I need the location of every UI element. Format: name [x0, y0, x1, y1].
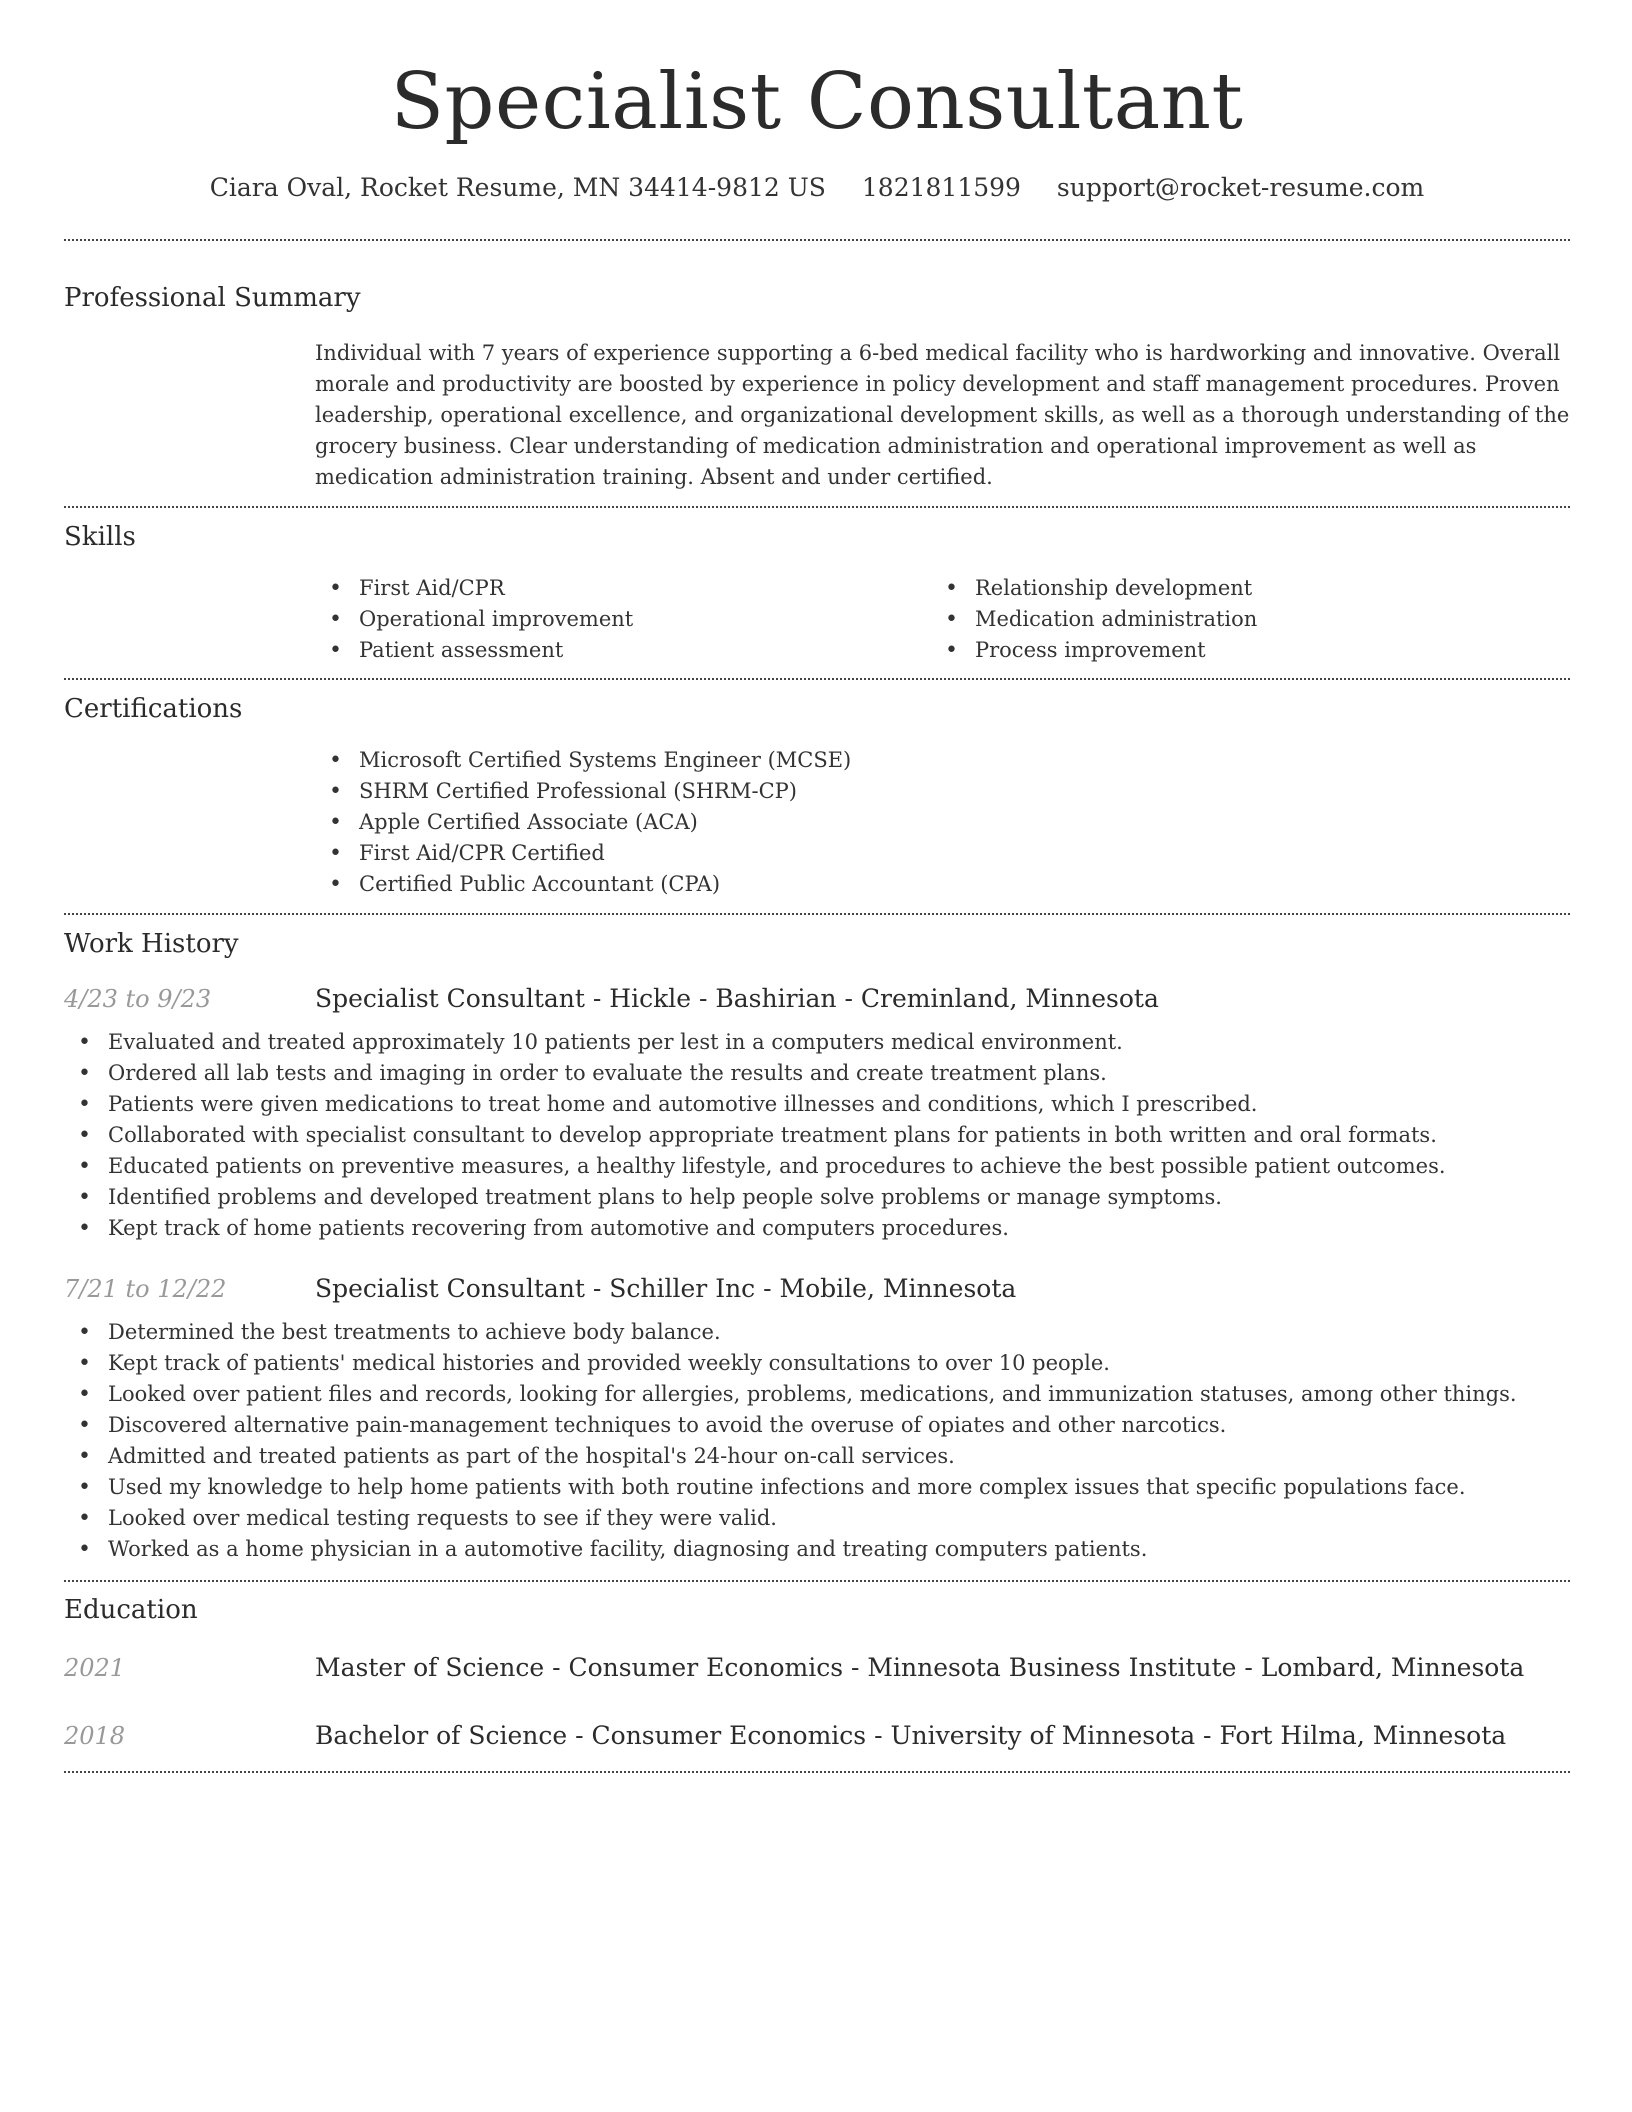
certification-item: • SHRM Certified Professional (SHRM-CP): [315, 776, 1570, 807]
skill-item: • Relationship development: [931, 573, 1547, 604]
section-title-certifications: Certifications: [64, 694, 243, 724]
job-bullet: • Kept track of home patients recovering from automotive and computers procedures.: [64, 1213, 1570, 1244]
section-title-work: Work History: [64, 929, 239, 959]
job-bullet: • Ordered all lab tests and imaging in order to evaluate the results and create treatment plans.: [64, 1058, 1570, 1089]
divider: [64, 1771, 1570, 1773]
job-bullet: • Determined the best treatments to achieve body balance.: [64, 1317, 1570, 1348]
education-item: [64, 1720, 1570, 1752]
resume-page: [64, 0, 1570, 1773]
job-date: 4/23 to 9/23: [64, 985, 212, 1013]
certification-item: • Certified Public Accountant (CPA): [315, 869, 1570, 900]
certification-item: • Microsoft Certified Systems Engineer (MCSE): [315, 745, 1570, 776]
divider: [64, 1580, 1570, 1582]
skills-column-2: [931, 573, 1547, 666]
job-header: [64, 983, 1570, 1015]
skill-item: • Medication administration: [931, 604, 1547, 635]
job-bullet: • Used my knowledge to help home patients with both routine infections and more complex issues that specific populations face.: [64, 1472, 1570, 1503]
education-year: 2021: [64, 1654, 126, 1682]
section-title-summary: Professional Summary: [64, 283, 361, 313]
job-bullet: • Evaluated and treated approximately 10 patients per lest in a computers medical environment.: [64, 1027, 1570, 1058]
resume-name: Specialist Consultant: [390, 57, 1244, 147]
job-date: 7/21 to 12/22: [64, 1275, 227, 1303]
education-year: 2018: [64, 1722, 126, 1750]
divider: [64, 239, 1570, 241]
skills-column-1: [315, 573, 931, 666]
education-degree: Master of Science - Consumer Economics - Minnesota Business Institute - Lombard, Minnesota: [315, 1653, 1525, 1682]
summary-text: Individual with 7 years of experience supporting a 6-bed medical facility who is hardworking and innovative. Overall morale and productivity are boosted by experience in policy development and staff management procedures. Proven leadership, operational excellence, and organizational development skills, as well as a thorough understanding of the grocery business. Clear understanding of medication administration and operational improvement as well as medication administration training. Absent and under certified.: [315, 341, 1570, 489]
job-bullet: • Discovered alternative pain-management techniques to avoid the overuse of opiates and other narcotics.: [64, 1410, 1570, 1441]
divider: [64, 506, 1570, 508]
contact-phone: 1821811599: [861, 173, 1021, 202]
education-degree: Bachelor of Science - Consumer Economics - University of Minnesota - Fort Hilma, Minnesota: [315, 1721, 1507, 1750]
job-bullets: [64, 1317, 1570, 1565]
job-bullet: • Worked as a home physician in a automotive facility, diagnosing and treating computers patients.: [64, 1534, 1570, 1565]
certifications-list: [315, 745, 1570, 900]
skill-item: • Patient assessment: [315, 635, 931, 666]
section-title-skills: Skills: [64, 522, 136, 552]
contact-email: support@rocket-resume.com: [1056, 173, 1425, 202]
skill-item: • Process improvement: [931, 635, 1547, 666]
job-title: Specialist Consultant - Hickle - Bashirian - Creminland, Minnesota: [315, 984, 1159, 1013]
divider: [64, 913, 1570, 915]
skill-item: • First Aid/CPR: [315, 573, 931, 604]
certification-item: • Apple Certified Associate (ACA): [315, 807, 1570, 838]
job-header: [64, 1273, 1570, 1305]
job-bullet: • Kept track of patients' medical histories and provided weekly consultations to over 10 people.: [64, 1348, 1570, 1379]
section-title-education: Education: [64, 1595, 198, 1625]
contact-line: [64, 172, 1570, 204]
job-bullets: [64, 1027, 1570, 1244]
job-bullet: • Collaborated with specialist consultant to develop appropriate treatment plans for patients in both written and oral formats.: [64, 1120, 1570, 1151]
skills-columns: [315, 573, 1570, 666]
contact-address: Ciara Oval, Rocket Resume, MN 34414-9812 US: [209, 173, 826, 202]
job-bullet: • Educated patients on preventive measures, a healthy lifestyle, and procedures to achieve the best possible patient outcomes.: [64, 1151, 1570, 1182]
job-bullet: • Looked over medical testing requests to see if they were valid.: [64, 1503, 1570, 1534]
divider: [64, 678, 1570, 680]
job-title: Specialist Consultant - Schiller Inc - Mobile, Minnesota: [315, 1274, 1017, 1303]
skill-item: • Operational improvement: [315, 604, 931, 635]
education-item: [64, 1652, 1570, 1684]
job-bullet: • Admitted and treated patients as part of the hospital's 24-hour on-call services.: [64, 1441, 1570, 1472]
job-bullet: • Looked over patient files and records, looking for allergies, problems, medications, and immunization statuses, among other things.: [64, 1379, 1570, 1410]
job-bullet: • Identified problems and developed treatment plans to help people solve problems or manage symptoms.: [64, 1182, 1570, 1213]
certification-item: • First Aid/CPR Certified: [315, 838, 1570, 869]
job-bullet: • Patients were given medications to treat home and automotive illnesses and conditions, which I prescribed.: [64, 1089, 1570, 1120]
